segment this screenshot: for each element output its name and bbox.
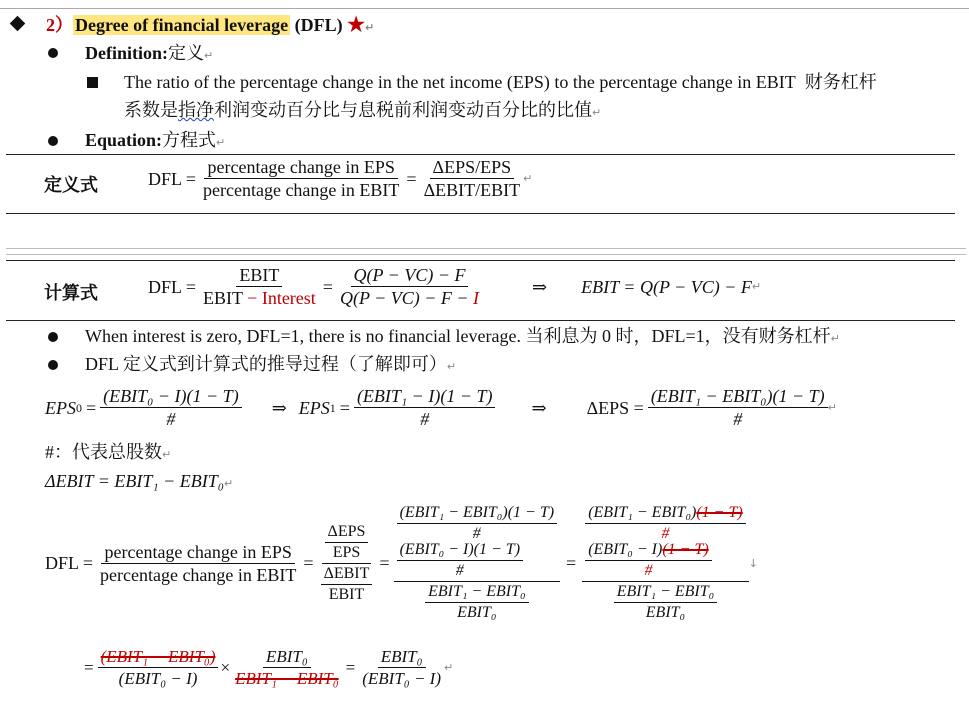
box1-formula: DFL = $\frac{\text{percentage change in EPS}}{\text{percentage change in EBIT}}$ = $\frac{\text{ΔEPS/EPS}}{\text{ΔEBIT/EBIT}}$ ↵	[148, 157, 533, 200]
equation-label: Equation:方程式↵	[85, 130, 226, 150]
top-rule	[0, 8, 969, 9]
table-rule	[6, 320, 955, 321]
hash-note: #：代表总股数↵	[45, 442, 172, 462]
derivation-eps0: EPS 0 = $\frac{\text{(EBIT₀ − I)(1 − T)}}{\#}$ ⇒ EPS 1 = $\frac{\text{(EBIT₁ − I)(1 − T)}}{\#}$ ⇒ ΔEPS = $\frac{\text{(EBIT₁ − EBIT₀)(1 − T)}}{\#}$ ↵	[45, 386, 837, 429]
bullet-derivation: DFL 定义式到计算式的推导过程（了解即可）↵	[85, 354, 457, 374]
definition-text-line2: 系数是指净利润变动百分比与息税前利润变动百分比的比值↵	[124, 100, 602, 120]
bullet-zero-interest: When interest is zero, DFL=1, there is no financial leverage. 当利息为 0 时，DFL=1，没有财务杠杆↵	[85, 326, 840, 346]
star-icon: ★	[347, 14, 366, 36]
table-rule	[6, 154, 955, 155]
heading-title: Degree of financial leverage	[75, 15, 289, 35]
dfl-final: = $\frac{\text{(EBIT₁ − EBIT₀)}}{\text{(EBIT₀ − I)}}$ × $\frac{\text{EBIT₀}}{\text{EBIT₁ − EBIT₀}}$ = $\frac{\text{EBIT₀}}{\text{(EBIT₀ − I)}}$ ↵	[84, 647, 454, 688]
bullet-icon	[48, 332, 58, 342]
page-break-rule	[6, 248, 966, 249]
table-rule	[6, 213, 955, 214]
square-bullet-icon	[87, 77, 98, 88]
page-break-rule	[6, 254, 966, 255]
box2-label: 计算式	[44, 283, 98, 303]
section-heading: 2） Degree of financial leverage (DFL) ★↵	[46, 14, 375, 36]
bullet-icon	[48, 48, 58, 58]
box1-label: 定义式	[44, 175, 98, 195]
definition-text-line1: The ratio of the percentage change in the net income (EPS) to the percentage change in EBIT 财务杠杆	[124, 72, 877, 92]
bullet-icon	[48, 360, 58, 370]
definition-label: Definition:定义↵	[85, 43, 214, 63]
bullet-icon	[48, 136, 58, 146]
dfl-chain: DFL = $\frac{\text{percentage change in EPS}}{\text{percentage change in EBIT}}$ = $\frac{\frac{\text{ΔEPS}}{\text{EPS}}}{\frac{\text{ΔEBIT}}{\text{EBIT}}}$ = $\frac{\text{(EBIT₁ − EBIT₀)(1 − T)}}{\#}$ $\frac{\text{(EBIT₀ − I)(1 − T)}}{\#}$ $\frac{\text{EBIT₁ − EBIT₀}}{\text{EBIT₀}}$ = $\frac{\text{(EBIT₁ − EBIT₀)(1 − T)}}{\#}$ $\frac{\text{(EBIT₀ − I)(1 − T)}}{\#}$ $\frac{\text{EBIT₁ − EBIT₀}}{\text{EBIT₀}}$ ↓	[45, 504, 758, 621]
page-break-rule	[6, 260, 955, 261]
box2-formula: DFL = $\frac{\text{EBIT}}{\text{EBIT − Interest}}$ = $\frac{Q(P - VC) - F}{Q(P - VC) - F - I}$ ⇒ EBIT = Q(P − VC) − F ↵	[148, 265, 762, 308]
delta-ebit: ΔEBIT = EBIT₁ − EBIT₀↵	[45, 471, 234, 491]
diamond-bullet-icon	[10, 16, 26, 32]
